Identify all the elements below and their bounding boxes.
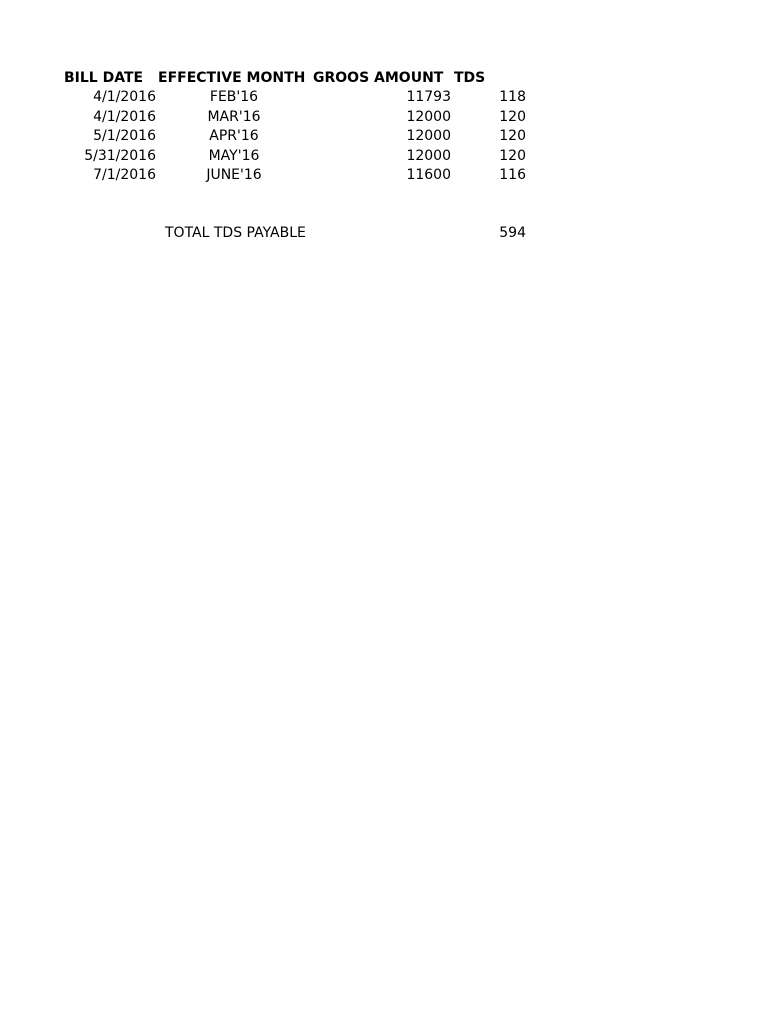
total-tds-value: 594	[499, 225, 526, 241]
gross-amount-cell: 11793	[406, 89, 451, 105]
bill-date-cell: 4/1/2016	[93, 108, 156, 125]
header-effective-month: EFFECTIVE MONTH	[158, 70, 306, 86]
gross-amount-cell: 12000	[406, 108, 451, 125]
bill-date-cell: 5/1/2016	[93, 128, 156, 144]
tds-cell: 116	[499, 167, 526, 183]
bill-date-cell: 4/1/2016	[93, 89, 156, 105]
bill-date-cell: 7/1/2016	[93, 167, 156, 183]
tds-cell: 118	[499, 89, 526, 105]
gross-amount-cell: 11600	[406, 167, 451, 183]
effective-month-cell: MAY'16	[208, 147, 260, 164]
table-row	[0, 109, 768, 129]
effective-month-cell: MAR'16	[207, 108, 261, 125]
table-row	[0, 128, 768, 148]
effective-month-cell: FEB'16	[209, 89, 259, 105]
total-row	[0, 225, 768, 243]
header-tds: TDS	[454, 70, 486, 86]
total-tds-label: TOTAL TDS PAYABLE	[165, 225, 306, 241]
bill-date-cell: 5/31/2016	[84, 147, 156, 164]
table-row	[0, 89, 768, 109]
gross-amount-cell: 12000	[406, 128, 451, 144]
tds-cell: 120	[499, 108, 526, 125]
table-header-row	[0, 70, 768, 88]
effective-month-cell: APR'16	[209, 128, 259, 144]
effective-month-cell: JUNE'16	[206, 167, 262, 183]
table-row	[0, 167, 768, 187]
header-gross-amount: GROOS AMOUNT	[313, 70, 444, 86]
tds-cell: 120	[499, 128, 526, 144]
table-row	[0, 148, 768, 168]
gross-amount-cell: 12000	[406, 147, 451, 164]
table-body	[0, 89, 768, 187]
header-bill-date: BILL DATE	[64, 70, 144, 86]
tds-cell: 120	[499, 147, 526, 164]
